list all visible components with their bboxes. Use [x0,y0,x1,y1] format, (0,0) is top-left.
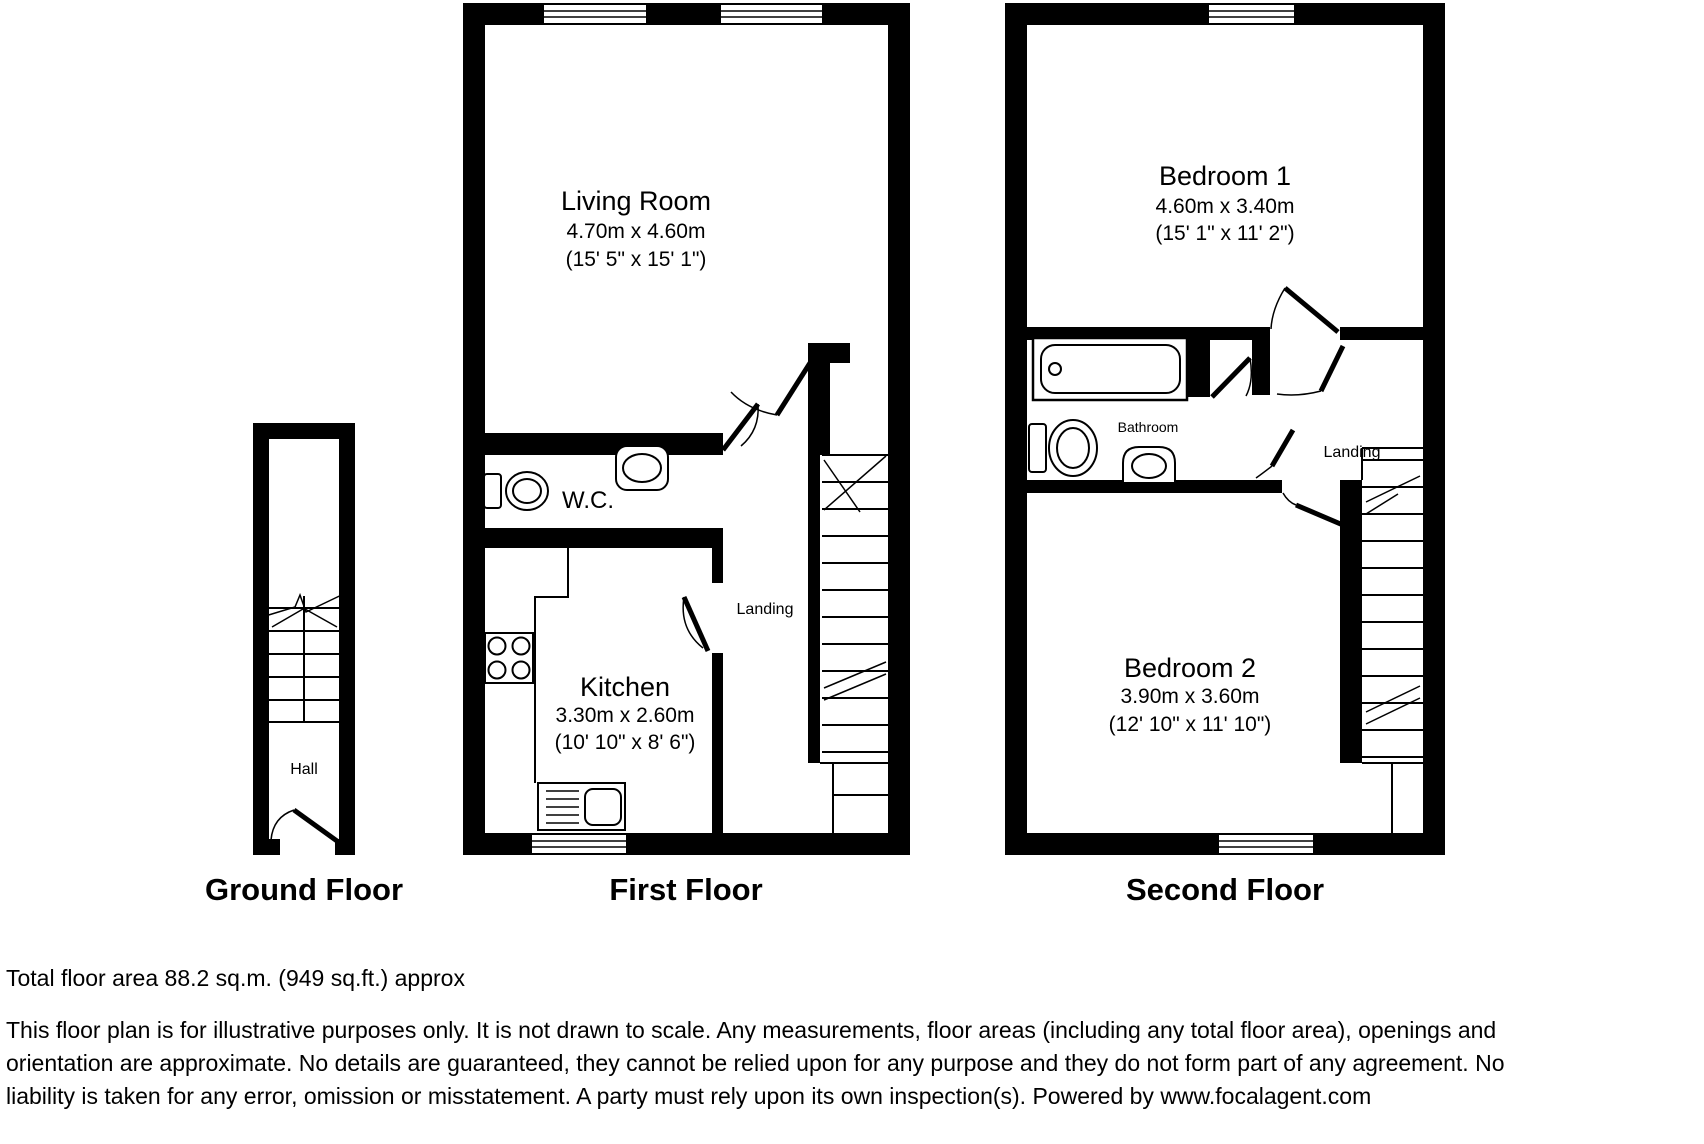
window [720,4,823,24]
disclaimer-text: This floor plan is for illustrative purposes only. It is not drawn to scale. Any measurements, floor areas (including any total floor area), openings and orientation are approximate. No details are guaranteed, they cannot be relied upon for any purpose and they do not form part of any agreement. No liability is taken for any error, omission or misstatement. A party must rely upon its own inspection(s). Powered by www.focalagent.com [6,1017,1505,1109]
wall [485,433,723,455]
hob-icon [485,633,533,683]
window [543,4,647,24]
room-label-landing: Landing [736,601,794,618]
wc-door [723,404,758,450]
window [531,834,627,854]
front-door [271,810,337,841]
wall [253,423,269,855]
svg-text:4.70m x 4.60m: 4.70m x 4.60m [566,220,706,243]
room-label-bedroom2 [1109,653,1272,736]
bathtub-icon [1033,338,1187,400]
bathroom-door [1212,358,1251,397]
window [1218,834,1314,854]
staircase [1362,448,1423,833]
room-label-kitchen [555,672,696,754]
wall [888,3,910,855]
first-floor-plan [463,3,910,907]
ground-floor-title: Ground Floor [204,872,404,907]
room-label-landing2: Landing [1323,444,1381,461]
ground-floor-plan [205,423,403,907]
kitchen-sink-icon [538,783,625,830]
wall [712,653,723,833]
wall [1187,340,1210,397]
second-floor-title: Second Floor [1125,872,1325,907]
living-room-door [731,363,810,415]
sink-icon [1123,447,1175,483]
wall [808,343,830,455]
landing-cupboard-door [1277,346,1343,395]
svg-text:Kitchen: Kitchen [579,672,671,702]
room-label-bathroom: Bathroom [1117,419,1179,435]
svg-text:(10' 10" x 8' 6"): (10' 10" x 8' 6") [554,731,696,754]
toilet-icon [1029,420,1097,476]
svg-text:3.90m x 3.60m: 3.90m x 3.60m [1120,685,1260,708]
staircase [262,590,352,722]
kitchen-door [683,597,708,651]
stair-break-line [262,590,352,617]
wall [1252,327,1270,395]
svg-text:Living Room: Living Room [560,186,712,216]
room-label-wc: W.C. [562,487,614,514]
wall [485,528,712,548]
svg-text:(15' 5" x 15' 1"): (15' 5" x 15' 1") [565,248,707,271]
svg-text:(12' 10" x 11' 10"): (12' 10" x 11' 10") [1108,713,1272,736]
room-label-hall: Hall [290,761,318,778]
wall [1005,3,1027,855]
wall [830,343,850,363]
window [1208,4,1295,24]
total-floor-area-text: Total floor area 88.2 sq.m. (949 sq.ft.) approx [6,965,465,991]
room-label-living-room [561,186,711,271]
wall [339,423,355,855]
first-floor-title: First Floor [609,872,763,907]
wall [463,3,910,25]
wall [335,839,355,855]
staircase [820,455,888,833]
svg-text:Bedroom 1: Bedroom 1 [1158,161,1292,191]
wall [1340,327,1423,340]
svg-text:3.30m x 2.60m: 3.30m x 2.60m [555,704,695,727]
svg-text:(15' 1" x 11' 2"): (15' 1" x 11' 2") [1155,222,1295,245]
stairs-door [1256,430,1293,478]
room-label-bedroom1 [1155,161,1294,245]
wall [712,528,723,583]
wall [1423,3,1445,855]
svg-text:4.60m x 3.40m: 4.60m x 3.40m [1155,195,1295,218]
toilet-icon [484,472,548,510]
svg-text:Bedroom 2: Bedroom 2 [1123,653,1257,683]
second-floor-plan [1005,3,1445,907]
wall [253,839,280,855]
wall [463,3,485,855]
wall [808,448,820,763]
bedroom1-door [1271,288,1338,332]
sink-icon [616,446,668,490]
